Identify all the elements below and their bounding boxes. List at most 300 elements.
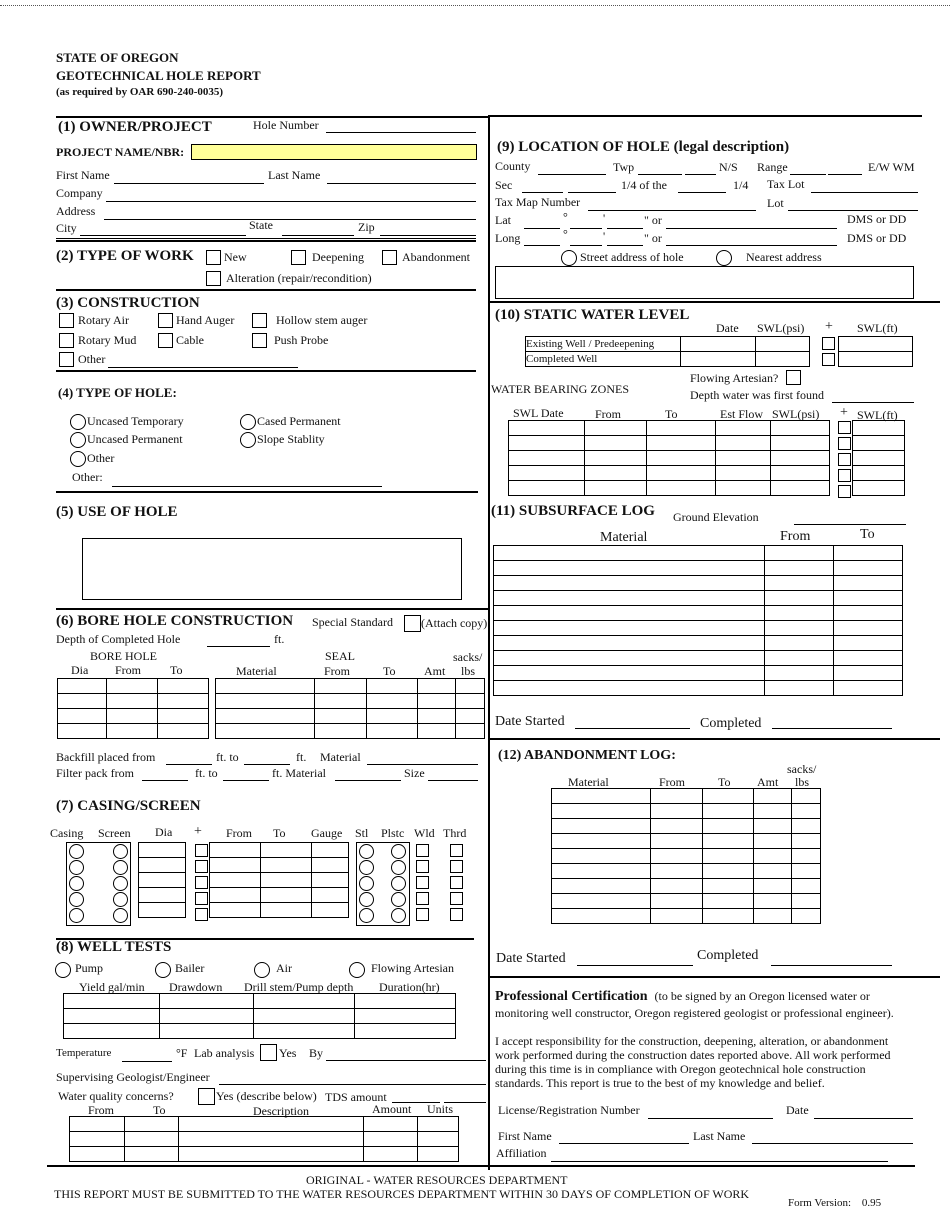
table-cell[interactable] (494, 651, 765, 666)
wbz-swl-psi-header: SWL(psi) (772, 407, 820, 421)
backfill-material-field[interactable] (367, 752, 478, 765)
footer-original: ORIGINAL - WATER RESOURCES DEPARTMENT (306, 1173, 568, 1187)
table-cell[interactable] (494, 546, 765, 561)
footer-submit-notice: THIS REPORT MUST BE SUBMITTED TO THE WATER RESOURCES DEPARTMENT WITHIN 30 DAYS OF COMPLETION OF WORK (54, 1187, 750, 1201)
steel-radio[interactable] (359, 860, 374, 875)
pump-label: Pump (75, 961, 104, 975)
table-cell[interactable] (754, 834, 792, 849)
long-min-symbol: ' (603, 229, 606, 243)
casing-radio[interactable] (69, 908, 84, 923)
bottom-rule (47, 1165, 915, 1167)
existing-well-cell: Existing Well / Predeepening (526, 337, 681, 352)
table-cell[interactable] (552, 834, 651, 849)
filter-from-field[interactable] (142, 768, 188, 781)
table-cell[interactable] (552, 819, 651, 834)
plus-checkbox[interactable] (195, 908, 208, 921)
tax-lot-field[interactable] (811, 180, 918, 193)
table-cell[interactable] (494, 591, 765, 606)
table-cell[interactable] (754, 819, 792, 834)
quarter-field-2[interactable] (678, 180, 726, 193)
by-field[interactable] (326, 1048, 486, 1061)
bore-dia-header: Dia (71, 663, 89, 677)
license-field[interactable] (648, 1106, 773, 1119)
table-cell[interactable] (754, 849, 792, 864)
table-cell[interactable] (792, 834, 821, 849)
table-cell[interactable] (834, 666, 903, 681)
plus-checkbox[interactable] (195, 892, 208, 905)
cable-label: Cable (176, 333, 204, 347)
table-cell[interactable] (834, 606, 903, 621)
cased-permanent-radio[interactable] (240, 414, 256, 430)
divider (56, 608, 488, 610)
abandonment-from-header: From (659, 775, 686, 789)
table-cell[interactable] (754, 789, 792, 804)
table-cell[interactable] (765, 636, 834, 651)
table-row (494, 546, 903, 561)
long-dms-label: DMS or DD (847, 231, 907, 245)
steel-radio[interactable] (359, 892, 374, 907)
table-cell[interactable] (754, 909, 792, 924)
plus-checkbox[interactable] (195, 860, 208, 873)
other-construction-label: Other (78, 352, 106, 366)
lat-dd-field[interactable] (666, 216, 837, 229)
steel-radio[interactable] (359, 844, 374, 859)
sec-field[interactable] (522, 180, 563, 193)
tds-label: TDS amount (325, 1090, 387, 1104)
wbz-plus-checkbox[interactable] (838, 421, 851, 434)
table-row (494, 621, 903, 636)
screen-header: Screen (98, 826, 131, 840)
other-construction-checkbox[interactable] (59, 352, 74, 367)
uncased-temporary-radio[interactable] (70, 414, 86, 430)
screen-radio[interactable] (113, 892, 128, 907)
abandonment-sacks-header: sacks/ (787, 762, 817, 776)
ns-label: N/S (719, 160, 738, 174)
cable-checkbox[interactable] (158, 333, 173, 348)
rotary-air-label: Rotary Air (78, 313, 129, 327)
subsurface-date-started-field[interactable] (575, 716, 690, 729)
table-cell[interactable] (651, 909, 703, 924)
wbz-swl-date-header: SWL Date (513, 406, 564, 420)
dia-column[interactable] (138, 842, 186, 918)
abandonment-material-header: Material (568, 775, 609, 789)
depth-field[interactable] (207, 634, 270, 647)
plastic-radio[interactable] (391, 860, 406, 875)
project-name-field[interactable] (191, 144, 477, 160)
table-cell[interactable] (651, 894, 703, 909)
water-quality-table[interactable] (69, 1116, 459, 1162)
steel-radio[interactable] (359, 908, 374, 923)
table-cell[interactable] (792, 849, 821, 864)
ground-elevation-label: Ground Elevation (673, 510, 759, 524)
table-cell[interactable] (703, 849, 754, 864)
plus-checkbox[interactable] (195, 876, 208, 889)
wq-from-header: From (88, 1103, 115, 1117)
certification-body: I accept responsibility for the construction, deepening, alteration, or abandonment work performed during the construction dates reported above. All work performed during this time is in compliance with Oregon geotechnical hole construction standards. This report is true to the best of my knowledge and belief. (495, 1034, 891, 1090)
temperature-field[interactable] (122, 1049, 172, 1062)
long-sec-field[interactable] (607, 233, 643, 246)
table-cell[interactable] (651, 834, 703, 849)
new-checkbox[interactable] (206, 250, 221, 265)
table-row (552, 909, 821, 924)
depth-label: Depth of Completed Hole (56, 632, 181, 646)
table-cell[interactable] (703, 879, 754, 894)
bore-hole-table[interactable] (57, 678, 209, 739)
wbz-plus-checkbox[interactable] (838, 485, 851, 498)
casing-radio[interactable] (69, 860, 84, 875)
table-row (494, 636, 903, 651)
subsurface-log-table[interactable] (493, 545, 903, 696)
flowing-artesian-radio[interactable] (349, 962, 365, 978)
state-field[interactable] (282, 223, 354, 236)
divider (56, 370, 476, 372)
affiliation-field[interactable] (551, 1149, 888, 1162)
twp-field[interactable] (638, 162, 682, 175)
table-cell[interactable] (703, 834, 754, 849)
gauge-header: Gauge (311, 826, 343, 840)
uncased-permanent-radio[interactable] (70, 432, 86, 448)
subsurface-completed-field[interactable] (772, 716, 892, 729)
affiliation-label: Affiliation (496, 1146, 547, 1160)
other-hole-radio[interactable] (70, 451, 86, 467)
long-dd-field[interactable] (666, 233, 837, 246)
filter-size-field[interactable] (428, 768, 478, 781)
thrd-header: Thrd (443, 826, 467, 840)
casing-radio[interactable] (69, 892, 84, 907)
table-cell[interactable] (703, 789, 754, 804)
filter-to-field[interactable] (223, 768, 269, 781)
air-label: Air (276, 961, 292, 975)
slope-stability-radio[interactable] (240, 432, 256, 448)
table-cell[interactable] (765, 681, 834, 696)
table-cell[interactable] (765, 591, 834, 606)
hollow-stem-label: Hollow stem auger (276, 313, 368, 327)
cased-permanent-label: Cased Permanent (257, 414, 341, 428)
table-cell[interactable] (703, 804, 754, 819)
zip-label: Zip (358, 220, 375, 234)
top-dotted-border (0, 5, 950, 6)
last-name-field[interactable] (327, 171, 476, 184)
screen-radio[interactable] (113, 876, 128, 891)
table-cell[interactable] (834, 636, 903, 651)
drawdown-header: Drawdown (169, 980, 223, 994)
ground-elevation-field[interactable] (794, 512, 906, 525)
table-cell[interactable] (765, 561, 834, 576)
quarter-field-1[interactable] (568, 180, 616, 193)
wq-to-header: To (153, 1103, 166, 1117)
table-cell[interactable] (834, 681, 903, 696)
table-cell[interactable] (552, 789, 651, 804)
table-cell[interactable] (552, 849, 651, 864)
table-cell[interactable] (494, 666, 765, 681)
project-label: PROJECT NAME/NBR: (56, 145, 185, 159)
table-row (494, 666, 903, 681)
company-field[interactable] (106, 189, 476, 202)
push-probe-checkbox[interactable] (252, 333, 267, 348)
backfill-label: Backfill placed from (56, 750, 156, 764)
section-9-title: (9) LOCATION OF HOLE (legal description) (497, 139, 790, 155)
seal-table[interactable] (215, 678, 485, 739)
depth-first-found-label: Depth water was first found (690, 388, 824, 402)
filter-material-label: ft. Material (272, 766, 326, 780)
quarter-label: 1/4 (733, 178, 749, 192)
table-cell[interactable] (703, 894, 754, 909)
sacks-label: sacks/ (453, 650, 483, 664)
cert-first-name-field[interactable] (559, 1131, 689, 1144)
abandonment-completed-label: Completed (697, 948, 759, 963)
swl-ft-table[interactable] (838, 336, 913, 367)
air-radio[interactable] (254, 962, 270, 978)
table-cell[interactable] (834, 621, 903, 636)
weld-checkbox[interactable] (416, 844, 429, 857)
steel-radio[interactable] (359, 876, 374, 891)
table-cell[interactable] (834, 576, 903, 591)
lat-sec-field[interactable] (607, 216, 643, 229)
street-address-radio[interactable] (561, 250, 577, 266)
uncased-temporary-label: Uncased Temporary (87, 414, 184, 428)
table-cell[interactable] (552, 894, 651, 909)
table-row (494, 576, 903, 591)
address-field[interactable] (104, 207, 476, 220)
table-cell[interactable] (703, 864, 754, 879)
table-row (552, 819, 821, 834)
plastic-radio[interactable] (391, 908, 406, 923)
table-cell[interactable] (651, 804, 703, 819)
lat-deg-field[interactable] (524, 216, 560, 229)
address-textbox[interactable] (495, 266, 914, 299)
static-water-table[interactable] (525, 336, 810, 367)
screen-radio[interactable] (113, 860, 128, 875)
seal-material-header: Material (236, 664, 277, 678)
backfill-ft-label: ft. (296, 750, 307, 764)
rotary-air-checkbox[interactable] (59, 313, 74, 328)
section-11-title: (11) SUBSURFACE LOG (491, 503, 655, 519)
abandonment-log-table[interactable] (551, 788, 821, 924)
table-cell[interactable] (754, 864, 792, 879)
deepening-checkbox[interactable] (291, 250, 306, 265)
water-quality-yes-label: Yes (describe below) (216, 1089, 317, 1103)
material-radios (356, 842, 410, 926)
table-cell[interactable] (494, 636, 765, 651)
wbz-swl-ft-table[interactable] (852, 420, 905, 496)
swl-plus-checkbox[interactable] (822, 353, 835, 366)
table-cell[interactable] (552, 804, 651, 819)
other-construction-field[interactable] (108, 355, 298, 368)
table-cell[interactable] (651, 849, 703, 864)
nearest-address-radio[interactable] (716, 250, 732, 266)
wbz-est-flow-header: Est Flow (720, 407, 764, 421)
screen-radio[interactable] (113, 908, 128, 923)
table-cell[interactable] (552, 879, 651, 894)
table-row (552, 864, 821, 879)
completed-well-cell: Completed Well (526, 352, 681, 367)
well-tests-table[interactable] (63, 993, 456, 1039)
lat-label: Lat (495, 213, 511, 227)
abandonment-completed-field[interactable] (771, 953, 892, 966)
backfill-from-field[interactable] (166, 752, 212, 765)
water-quality-yes-checkbox[interactable] (198, 1088, 215, 1105)
table-cell[interactable] (651, 819, 703, 834)
lat-min-field[interactable] (570, 216, 602, 229)
abandonment-checkbox[interactable] (382, 250, 397, 265)
plastic-radio[interactable] (391, 892, 406, 907)
lat-dms-label: DMS or DD (847, 212, 907, 226)
other-hole-field[interactable] (112, 474, 382, 487)
hollow-stem-checkbox[interactable] (252, 313, 267, 328)
plus-checkbox[interactable] (195, 844, 208, 857)
table-cell[interactable] (494, 606, 765, 621)
long-or-label: " or (644, 231, 662, 245)
wbz-plus-checkbox[interactable] (838, 453, 851, 466)
uncased-permanent-label: Uncased Permanent (87, 432, 183, 446)
table-cell[interactable] (754, 879, 792, 894)
table-cell[interactable] (765, 666, 834, 681)
county-label: County (495, 159, 531, 173)
table-cell[interactable] (792, 879, 821, 894)
state-title: STATE OF OREGON (56, 50, 179, 65)
range-field[interactable] (790, 162, 826, 175)
first-name-field[interactable] (114, 171, 264, 184)
swl-date-header: Date (716, 321, 739, 335)
license-label: License/Registration Number (498, 1103, 640, 1117)
bailer-radio[interactable] (155, 962, 171, 978)
table-cell[interactable] (494, 621, 765, 636)
yield-header: Yield gal/min (79, 980, 145, 994)
alteration-checkbox[interactable] (206, 271, 221, 286)
swl-plus-checkbox[interactable] (822, 337, 835, 350)
stl-header: Stl (355, 826, 369, 840)
street-address-label: Street address of hole (580, 250, 684, 264)
weld-checkbox[interactable] (416, 908, 429, 921)
long-deg-field[interactable] (524, 233, 560, 246)
tax-map-field[interactable] (588, 198, 756, 211)
wbz-plus-checkbox[interactable] (838, 469, 851, 482)
form-version (788, 1197, 881, 1209)
table-cell[interactable] (834, 546, 903, 561)
table-cell[interactable] (834, 591, 903, 606)
filter-material-field[interactable] (335, 768, 401, 781)
attach-copy-label: (Attach copy) (421, 616, 488, 630)
table-cell[interactable] (834, 651, 903, 666)
thread-checkbox[interactable] (450, 892, 463, 905)
table-cell[interactable] (792, 789, 821, 804)
casing-radio[interactable] (69, 844, 84, 859)
long-label: Long (495, 231, 521, 245)
table-cell[interactable] (754, 804, 792, 819)
lot-label: Lot (767, 196, 784, 210)
table-cell[interactable] (494, 576, 765, 591)
table-cell[interactable] (552, 864, 651, 879)
table-cell[interactable] (792, 894, 821, 909)
section-2-title: (2) TYPE OF WORK (56, 248, 194, 264)
table-cell[interactable] (552, 909, 651, 924)
pump-radio[interactable] (55, 962, 71, 978)
table-cell[interactable] (792, 804, 821, 819)
bailer-label: Bailer (175, 961, 205, 975)
section-10-title: (10) STATIC WATER LEVEL (495, 307, 690, 323)
table-cell[interactable] (651, 789, 703, 804)
casing-radio[interactable] (69, 876, 84, 891)
lot-field[interactable] (788, 198, 918, 211)
table-cell[interactable] (703, 909, 754, 924)
special-standard-checkbox[interactable] (404, 615, 421, 632)
table-cell[interactable] (765, 651, 834, 666)
table-cell[interactable] (765, 576, 834, 591)
other-hole-field-label: Other: (72, 470, 103, 484)
table-cell[interactable] (834, 561, 903, 576)
address-label: Address (56, 204, 96, 218)
abandonment-date-started-field[interactable] (577, 953, 693, 966)
divider (490, 301, 940, 303)
use-of-hole-textbox[interactable] (82, 538, 462, 600)
new-label: New (224, 250, 247, 264)
thread-checkbox[interactable] (450, 860, 463, 873)
divider (490, 738, 940, 740)
thread-checkbox[interactable] (450, 908, 463, 921)
zip-field[interactable] (380, 223, 476, 236)
water-bearing-zones-table[interactable] (508, 420, 830, 496)
section-3-title: (3) CONSTRUCTION (56, 295, 200, 311)
plus-header: + (194, 824, 202, 839)
depth-first-found-field[interactable] (832, 390, 914, 403)
wbz-from-header: From (595, 407, 622, 421)
table-cell[interactable] (494, 681, 765, 696)
wbz-plus-checkbox[interactable] (838, 437, 851, 450)
cert-last-name-field[interactable] (752, 1131, 913, 1144)
table-cell[interactable] (765, 546, 834, 561)
plastic-radio[interactable] (391, 844, 406, 859)
backfill-to-field[interactable] (244, 752, 290, 765)
hole-number-field[interactable] (326, 120, 476, 133)
supervising-field[interactable] (219, 1072, 486, 1085)
thread-checkbox[interactable] (450, 876, 463, 889)
thread-checkbox[interactable] (450, 844, 463, 857)
sec-label: Sec (495, 178, 513, 192)
certification-heading (495, 988, 915, 1022)
weld-checkbox[interactable] (416, 876, 429, 889)
table-cell[interactable] (792, 819, 821, 834)
table-cell[interactable] (765, 606, 834, 621)
table-cell[interactable] (703, 819, 754, 834)
table-cell[interactable] (494, 561, 765, 576)
lab-yes-checkbox[interactable] (260, 1044, 277, 1061)
flowing-artesian-checkbox[interactable] (786, 370, 801, 385)
weld-checkbox[interactable] (416, 892, 429, 905)
ns-field[interactable] (685, 162, 716, 175)
city-field[interactable] (80, 223, 246, 236)
table-cell[interactable] (754, 894, 792, 909)
ew-field[interactable] (828, 162, 862, 175)
table-cell[interactable] (651, 879, 703, 894)
section-7-title: (7) CASING/SCREEN (56, 798, 201, 814)
cert-date-field[interactable] (814, 1106, 913, 1119)
screen-radio[interactable] (113, 844, 128, 859)
abandonment-lbs-header: lbs (795, 775, 810, 789)
wq-description-header: Description (253, 1104, 309, 1118)
dia-header: Dia (155, 825, 173, 839)
weld-checkbox[interactable] (416, 860, 429, 873)
table-cell[interactable] (792, 909, 821, 924)
table-cell[interactable] (651, 864, 703, 879)
casing-table[interactable] (209, 842, 349, 918)
rotary-mud-checkbox[interactable] (59, 333, 74, 348)
long-min-field[interactable] (570, 233, 602, 246)
table-cell[interactable] (792, 864, 821, 879)
table-cell[interactable] (765, 621, 834, 636)
hand-auger-checkbox[interactable] (158, 313, 173, 328)
plastic-radio[interactable] (391, 876, 406, 891)
county-field[interactable] (538, 162, 606, 175)
